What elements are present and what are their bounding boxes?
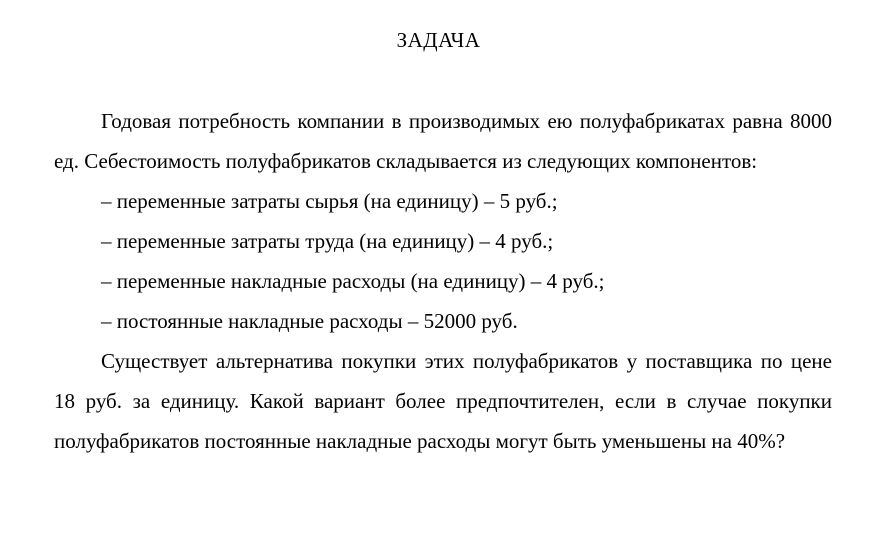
paragraph-demand: Годовая потребность компании в производимых ею полуфабрикатах равна 8000 ед. Себестоимость полуфабрикатов складывается из следующих компонентов: (54, 109, 832, 173)
list-item-raw-materials: – переменные затраты сырья (на единицу) – 5 руб.; (101, 189, 558, 213)
document-title: ЗАДАЧА (396, 28, 481, 52)
list-item-variable-overhead: – переменные накладные расходы (на единицу) – 4 руб.; (101, 269, 605, 293)
list-item-labor: – переменные затраты труда (на единицу) – 4 руб.; (101, 229, 554, 253)
document-body (54, 101, 832, 461)
paragraph-question: Существует альтернатива покупки этих полуфабрикатов у поставщика по цене 18 руб. за единицу. Какой вариант более предпочтителен, если в случае покупки полуфабрикатов постоянные накладные расходы могут быть уменьшены на 40%? (54, 349, 832, 453)
list-item-fixed-overhead: – постоянные накладные расходы – 52000 руб. (101, 309, 518, 333)
